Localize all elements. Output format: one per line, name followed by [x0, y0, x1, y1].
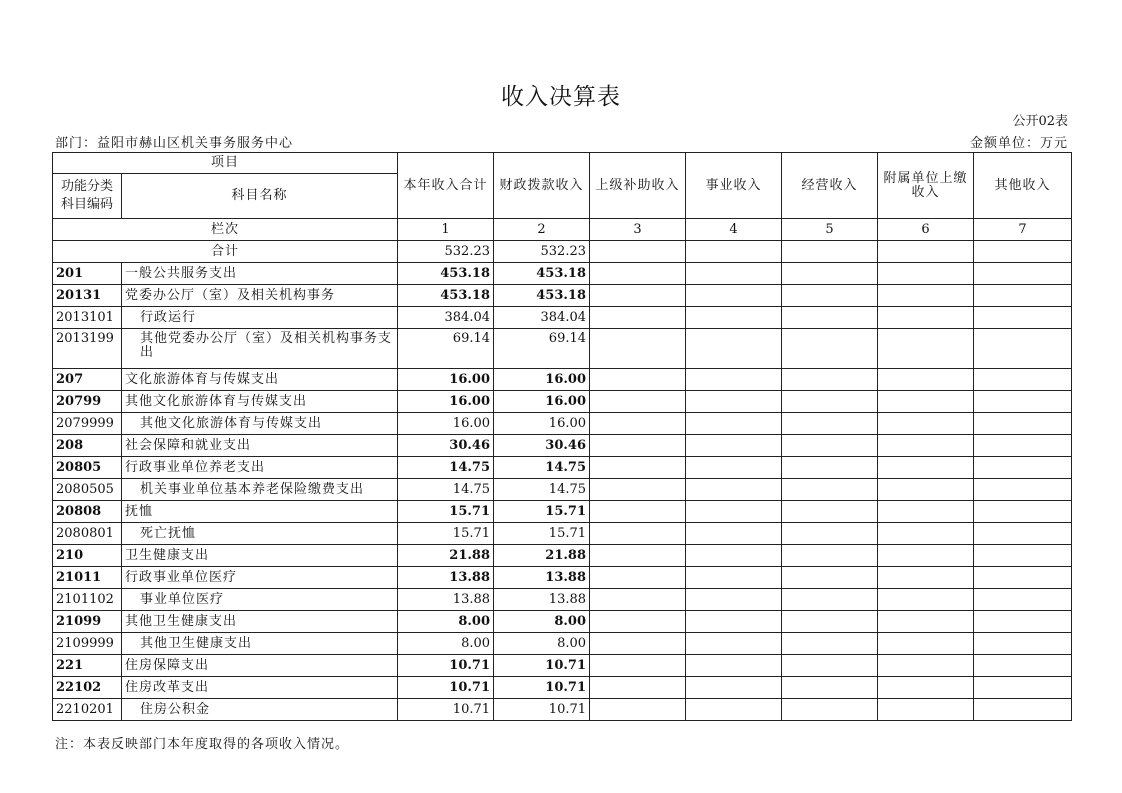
header-business: 事业收入 — [686, 153, 782, 219]
empty-cell — [782, 391, 878, 413]
subject-name: 其他党委办公厅（室）及相关机构事务支出 — [122, 329, 398, 369]
empty-cell — [686, 567, 782, 589]
empty-cell — [974, 633, 1072, 655]
empty-cell — [782, 479, 878, 501]
header-row-1 — [53, 153, 1072, 174]
empty-cell — [686, 611, 782, 633]
empty-cell — [878, 677, 974, 699]
empty-cell — [590, 479, 686, 501]
column-number-row — [53, 219, 1072, 241]
subject-name: 其他卫生健康支出 — [122, 611, 398, 633]
subject-name: 党委办公厅（室）及相关机构事务 — [122, 285, 398, 307]
amount-total: 69.14 — [398, 329, 494, 369]
table-row — [53, 479, 1072, 501]
amount-fiscal: 10.71 — [494, 655, 590, 677]
empty-cell — [878, 285, 974, 307]
empty-cell — [686, 523, 782, 545]
total-row — [53, 241, 1072, 263]
empty-cell — [878, 633, 974, 655]
subject-name: 其他卫生健康支出 — [122, 633, 398, 655]
empty-cell — [782, 329, 878, 369]
empty-cell — [878, 479, 974, 501]
empty-cell — [590, 633, 686, 655]
table-row — [53, 435, 1072, 457]
empty-cell — [782, 285, 878, 307]
amount-fiscal: 15.71 — [494, 523, 590, 545]
empty-cell — [686, 677, 782, 699]
header-func-code: 功能分类 科目编码 — [53, 174, 122, 219]
empty-cell — [590, 457, 686, 479]
subject-code: 221 — [53, 655, 122, 677]
empty-cell — [974, 699, 1072, 721]
empty-cell — [878, 457, 974, 479]
subject-code: 2080505 — [53, 479, 122, 501]
empty-cell — [782, 677, 878, 699]
amount-total: 15.71 — [398, 523, 494, 545]
col-num: 6 — [878, 219, 974, 241]
empty-cell — [878, 589, 974, 611]
empty-cell — [782, 413, 878, 435]
header-subject-name: 科目名称 — [122, 174, 398, 219]
table-row — [53, 263, 1072, 285]
table-row — [53, 457, 1072, 479]
amount-fiscal: 384.04 — [494, 307, 590, 329]
amount-total: 16.00 — [398, 413, 494, 435]
table-row — [53, 699, 1072, 721]
empty-cell — [686, 545, 782, 567]
header-other: 其他收入 — [974, 153, 1072, 219]
subject-name: 社会保障和就业支出 — [122, 435, 398, 457]
empty-cell — [782, 611, 878, 633]
amount-fiscal: 453.18 — [494, 263, 590, 285]
header-superior: 上级补助收入 — [590, 153, 686, 219]
table-row — [53, 329, 1072, 369]
empty-cell — [974, 285, 1072, 307]
amount-total: 16.00 — [398, 369, 494, 391]
empty-cell — [878, 307, 974, 329]
amount-fiscal: 16.00 — [494, 369, 590, 391]
table-row — [53, 545, 1072, 567]
empty-cell — [878, 435, 974, 457]
empty-cell — [590, 285, 686, 307]
empty-cell — [974, 677, 1072, 699]
subject-name: 其他文化旅游体育与传媒支出 — [122, 413, 398, 435]
empty-cell — [686, 589, 782, 611]
amount-total: 10.71 — [398, 699, 494, 721]
table-row — [53, 655, 1072, 677]
empty-cell — [974, 611, 1072, 633]
empty-cell — [686, 435, 782, 457]
empty-cell — [878, 329, 974, 369]
amount-total: 384.04 — [398, 307, 494, 329]
header-item: 项目 — [53, 153, 398, 174]
subject-code: 20805 — [53, 457, 122, 479]
empty-cell — [590, 413, 686, 435]
amount-fiscal: 21.88 — [494, 545, 590, 567]
empty-cell — [782, 655, 878, 677]
subject-code: 2109999 — [53, 633, 122, 655]
table-row — [53, 589, 1072, 611]
income-table — [52, 152, 1072, 721]
empty-cell — [974, 329, 1072, 369]
column-label: 栏次 — [53, 219, 398, 241]
empty-cell — [878, 611, 974, 633]
amount-fiscal: 30.46 — [494, 435, 590, 457]
empty-cell — [782, 523, 878, 545]
amount-fiscal: 15.71 — [494, 501, 590, 523]
empty-cell — [782, 369, 878, 391]
subject-code: 20131 — [53, 285, 122, 307]
subject-code: 207 — [53, 369, 122, 391]
col-num: 5 — [782, 219, 878, 241]
empty-cell — [974, 413, 1072, 435]
amount-total: 453.18 — [398, 263, 494, 285]
subject-code: 2079999 — [53, 413, 122, 435]
header-operating: 经营收入 — [782, 153, 878, 219]
empty-cell — [590, 523, 686, 545]
header-affiliated: 附属单位上缴 收入 — [878, 153, 974, 219]
empty-cell — [878, 567, 974, 589]
subject-name: 行政事业单位养老支出 — [122, 457, 398, 479]
empty-cell — [782, 589, 878, 611]
footnote: 注：本表反映部门本年度取得的各项收入情况。 — [55, 737, 350, 752]
amount-fiscal: 10.71 — [494, 677, 590, 699]
form-number: 公开02表 — [1012, 114, 1068, 129]
amount-total: 10.71 — [398, 655, 494, 677]
col-num: 4 — [686, 219, 782, 241]
subject-code: 2013101 — [53, 307, 122, 329]
header-fiscal: 财政拨款收入 — [494, 153, 590, 219]
empty-cell — [782, 457, 878, 479]
amount-total: 30.46 — [398, 435, 494, 457]
amount-fiscal: 13.88 — [494, 567, 590, 589]
empty-cell — [590, 567, 686, 589]
empty-cell — [782, 545, 878, 567]
amount-unit-label: 金额单位：万元 — [969, 136, 1068, 151]
empty-cell — [782, 435, 878, 457]
subject-name: 机关事业单位基本养老保险缴费支出 — [122, 479, 398, 501]
empty-cell — [686, 633, 782, 655]
empty-cell — [974, 545, 1072, 567]
empty-cell — [878, 501, 974, 523]
empty-cell — [590, 391, 686, 413]
total-amount: 532.23 — [398, 241, 494, 263]
empty-cell — [590, 677, 686, 699]
empty-cell — [590, 501, 686, 523]
subject-name: 事业单位医疗 — [122, 589, 398, 611]
empty-cell — [686, 307, 782, 329]
subject-name: 其他文化旅游体育与传媒支出 — [122, 391, 398, 413]
page-title: 收入决算表 — [501, 84, 621, 110]
table-row — [53, 307, 1072, 329]
subject-name: 住房公积金 — [122, 699, 398, 721]
empty-cell — [878, 699, 974, 721]
empty-cell — [686, 655, 782, 677]
empty-cell — [686, 457, 782, 479]
subject-code: 21011 — [53, 567, 122, 589]
col-num: 2 — [494, 219, 590, 241]
amount-total: 15.71 — [398, 501, 494, 523]
amount-fiscal: 13.88 — [494, 589, 590, 611]
subject-name: 卫生健康支出 — [122, 545, 398, 567]
table-row — [53, 567, 1072, 589]
empty-cell — [878, 263, 974, 285]
table-row — [53, 633, 1072, 655]
amount-fiscal: 8.00 — [494, 633, 590, 655]
subject-code: 208 — [53, 435, 122, 457]
empty-cell — [878, 523, 974, 545]
subject-name: 住房保障支出 — [122, 655, 398, 677]
empty-cell — [590, 699, 686, 721]
empty-cell — [974, 369, 1072, 391]
empty-cell — [590, 611, 686, 633]
subject-code: 2101102 — [53, 589, 122, 611]
table-row — [53, 611, 1072, 633]
empty-cell — [590, 307, 686, 329]
empty-cell — [686, 369, 782, 391]
empty-cell — [590, 369, 686, 391]
empty-cell — [686, 285, 782, 307]
subject-code: 2210201 — [53, 699, 122, 721]
table-row — [53, 369, 1072, 391]
subject-name: 抚恤 — [122, 501, 398, 523]
empty-cell — [686, 329, 782, 369]
amount-fiscal: 16.00 — [494, 413, 590, 435]
amount-total: 14.75 — [398, 457, 494, 479]
amount-fiscal: 14.75 — [494, 479, 590, 501]
empty-cell — [974, 479, 1072, 501]
empty-cell — [686, 263, 782, 285]
empty-cell — [974, 263, 1072, 285]
table-row — [53, 523, 1072, 545]
empty-cell — [974, 501, 1072, 523]
subject-code: 2013199 — [53, 329, 122, 369]
table-row — [53, 391, 1072, 413]
amount-total: 16.00 — [398, 391, 494, 413]
total-fiscal: 532.23 — [494, 241, 590, 263]
empty-cell — [974, 307, 1072, 329]
table-row — [53, 677, 1072, 699]
empty-cell — [686, 479, 782, 501]
amount-fiscal: 14.75 — [494, 457, 590, 479]
col-num: 1 — [398, 219, 494, 241]
amount-total: 14.75 — [398, 479, 494, 501]
empty-cell — [590, 329, 686, 369]
subject-code: 22102 — [53, 677, 122, 699]
empty-cell — [974, 655, 1072, 677]
empty-cell — [590, 589, 686, 611]
empty-cell — [686, 391, 782, 413]
empty-cell — [878, 413, 974, 435]
empty-cell — [686, 501, 782, 523]
subject-code: 210 — [53, 545, 122, 567]
empty-cell — [686, 413, 782, 435]
empty-cell — [590, 263, 686, 285]
subject-code: 20799 — [53, 391, 122, 413]
subject-name: 住房改革支出 — [122, 677, 398, 699]
amount-fiscal: 16.00 — [494, 391, 590, 413]
subject-name: 行政事业单位医疗 — [122, 567, 398, 589]
amount-fiscal: 8.00 — [494, 611, 590, 633]
empty-cell — [974, 523, 1072, 545]
amount-total: 8.00 — [398, 633, 494, 655]
empty-cell — [974, 589, 1072, 611]
empty-cell — [974, 457, 1072, 479]
amount-total: 453.18 — [398, 285, 494, 307]
empty-cell — [782, 501, 878, 523]
empty-cell — [782, 699, 878, 721]
col-num: 7 — [974, 219, 1072, 241]
amount-total: 8.00 — [398, 611, 494, 633]
total-label: 合计 — [53, 241, 398, 263]
subject-name: 一般公共服务支出 — [122, 263, 398, 285]
amount-fiscal: 69.14 — [494, 329, 590, 369]
empty-cell — [782, 567, 878, 589]
empty-cell — [782, 633, 878, 655]
subject-code: 2080801 — [53, 523, 122, 545]
subject-name: 行政运行 — [122, 307, 398, 329]
amount-total: 21.88 — [398, 545, 494, 567]
subject-code: 20808 — [53, 501, 122, 523]
subject-name: 文化旅游体育与传媒支出 — [122, 369, 398, 391]
amount-total: 10.71 — [398, 677, 494, 699]
table-row — [53, 501, 1072, 523]
amount-total: 13.88 — [398, 567, 494, 589]
header-total: 本年收入合计 — [398, 153, 494, 219]
empty-cell — [878, 369, 974, 391]
empty-cell — [686, 699, 782, 721]
empty-cell — [782, 307, 878, 329]
empty-cell — [590, 435, 686, 457]
table-row — [53, 285, 1072, 307]
empty-cell — [974, 391, 1072, 413]
col-num: 3 — [590, 219, 686, 241]
empty-cell — [878, 391, 974, 413]
empty-cell — [974, 435, 1072, 457]
empty-cell — [878, 655, 974, 677]
subject-code: 201 — [53, 263, 122, 285]
subject-name: 死亡抚恤 — [122, 523, 398, 545]
empty-cell — [590, 545, 686, 567]
empty-cell — [590, 655, 686, 677]
subject-code: 21099 — [53, 611, 122, 633]
empty-cell — [878, 545, 974, 567]
empty-cell — [974, 567, 1072, 589]
table-row — [53, 413, 1072, 435]
amount-total: 13.88 — [398, 589, 494, 611]
amount-fiscal: 453.18 — [494, 285, 590, 307]
department-label: 部门：益阳市赫山区机关事务服务中心 — [55, 136, 294, 151]
amount-fiscal: 10.71 — [494, 699, 590, 721]
empty-cell — [782, 263, 878, 285]
